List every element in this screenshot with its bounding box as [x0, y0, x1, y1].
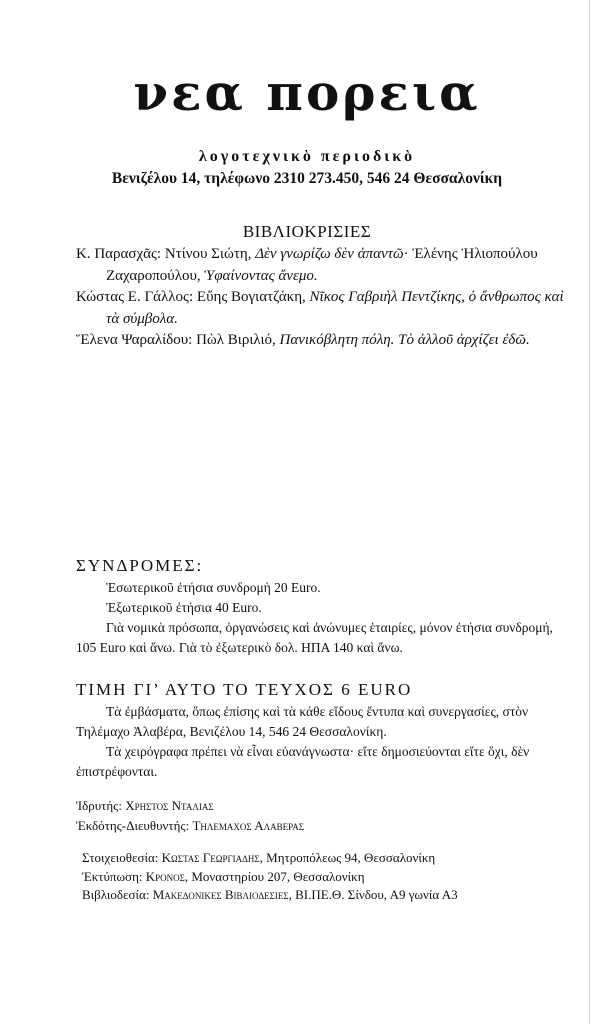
typesetting-label: Στοιχειοθεσία: — [82, 850, 162, 865]
binding-credit — [82, 886, 458, 905]
review-text: Εὔης Βογιατζάκη, — [196, 289, 310, 305]
binding-name: Μακεδονικες Βιβλιοδεσιες — [152, 887, 289, 902]
masthead-logo: νεα πορεια — [133, 63, 481, 122]
binding-label: Βιβλιοδεσία: — [82, 887, 153, 902]
founder-label: Ἱδρυτής: — [76, 798, 126, 813]
binding-address: , ΒΙ.ΠΕ.Θ. Σίνδου, Α9 γωνία Α3 — [288, 887, 458, 902]
review-text: Πὼλ Βιριλιό, — [196, 332, 280, 348]
subscription-domestic: Ἐσωτερικοῦ ἐτήσια συνδρομὴ 20 Euro. — [106, 580, 321, 595]
review-author: Ἕλενα Ψαραλίδου: — [76, 332, 197, 348]
remittance-note: Τὰ ἐμβάσματα, ὅπως ἐπίσης καὶ τὰ κάθε εἴδους ἔντυπα καὶ συνεργασίες, στὸν Τηλέμαχο Ἀλαβέρα, Βενιζέλου 14, 546 24 Θεσσαλονίκη. — [76, 704, 529, 739]
subscription-legal: Γιὰ νομικὰ πρόσωπα, ὀργανώσεις καὶ ἀνώνυμες ἑταιρίες, μόνον ἐτήσια συνδρομή, 105 Euro καὶ ἄνω. Γιὰ τὸ ἐξωτερικὸ δολ. ΗΠΑ 140 καὶ ἄνω. — [76, 620, 553, 655]
manuscripts-note: Τὰ χειρόγραφα πρέπει νὰ εἶναι εὐανάγνωστα· εἴτε δημοσιεύονται εἴτε ὄχι, δὲν ἐπιστρέφονται. — [76, 744, 530, 779]
review-book-title: Πανικόβλητη πόλη. Τὸ ἀλλοῦ ἀρχίζει ἐδῶ. — [279, 332, 530, 348]
publisher-label: Ἐκδότης-Διευθυντής: — [76, 818, 193, 833]
subscriptions-title: ΣΥΝΔΡΟΜΕΣ: — [76, 556, 204, 575]
review-book-title: Δὲν γνωρίζω δὲν ἀπαντῶ — [255, 246, 404, 262]
reviews-title: ΒΙΒΛΙΟΚΡΙΣΙΕΣ — [242, 222, 372, 241]
typesetting-name: Κωστας Γεωργιαδης — [161, 850, 260, 865]
review-text: · Ἑλένης Ἠλιοπούλου Ζαχαροπούλου, — [106, 246, 538, 284]
review-item — [76, 330, 571, 352]
printing-credit — [82, 868, 458, 887]
founder-name: Χρηστος Νταλιας — [125, 798, 214, 813]
review-book-title: Ὑφαίνοντας ἄνεμο. — [204, 267, 318, 284]
price-body — [76, 702, 572, 782]
subscriptions-body — [76, 578, 572, 658]
printing-name: Κρονος — [145, 868, 185, 884]
printing-address: , Μοναστηρίου 207, Θεσσαλονίκη — [184, 868, 365, 884]
subtitle: λογοτεχνικὸ περιοδικὸ — [198, 148, 416, 165]
publisher-name: Τηλεμαχος Αλαβερας — [192, 818, 305, 833]
printing-label: Ἐκτύπωση: — [82, 868, 146, 884]
address: Βενιζέλου 14, τηλέφωνο 2310 273.450, 546 24 Θεσσαλονίκη — [111, 170, 503, 187]
price-title: ΤΙΜΗ ΓΙ’ ΑΥΤΟ ΤΟ ΤΕΥΧΟΣ 6 EURO — [76, 680, 413, 699]
review-text: Ντίνου Σιώτη, — [164, 246, 256, 262]
review-item — [76, 244, 571, 287]
review-author: Κ. Παρασχᾶς: — [76, 246, 165, 262]
review-author: Κώστας Ε. Γάλλος: — [76, 289, 197, 305]
production-credits — [82, 849, 458, 905]
review-item — [76, 287, 571, 330]
typesetting-address: , Μητροπόλεως 94, Θεσσαλονίκη — [259, 850, 436, 865]
review-book-title: Νῖκος Γαβριὴλ Πεντζίκης, ὁ ἄνθρωπος καὶ τὰ σύμβολα. — [106, 289, 564, 327]
publisher-credit — [76, 816, 304, 836]
subscription-foreign: Ἐξωτερικοῦ ἐτήσια 40 Euro. — [106, 600, 262, 615]
founder-credit — [76, 796, 214, 816]
reviews-list — [76, 244, 571, 352]
typesetting-credit — [82, 849, 458, 868]
